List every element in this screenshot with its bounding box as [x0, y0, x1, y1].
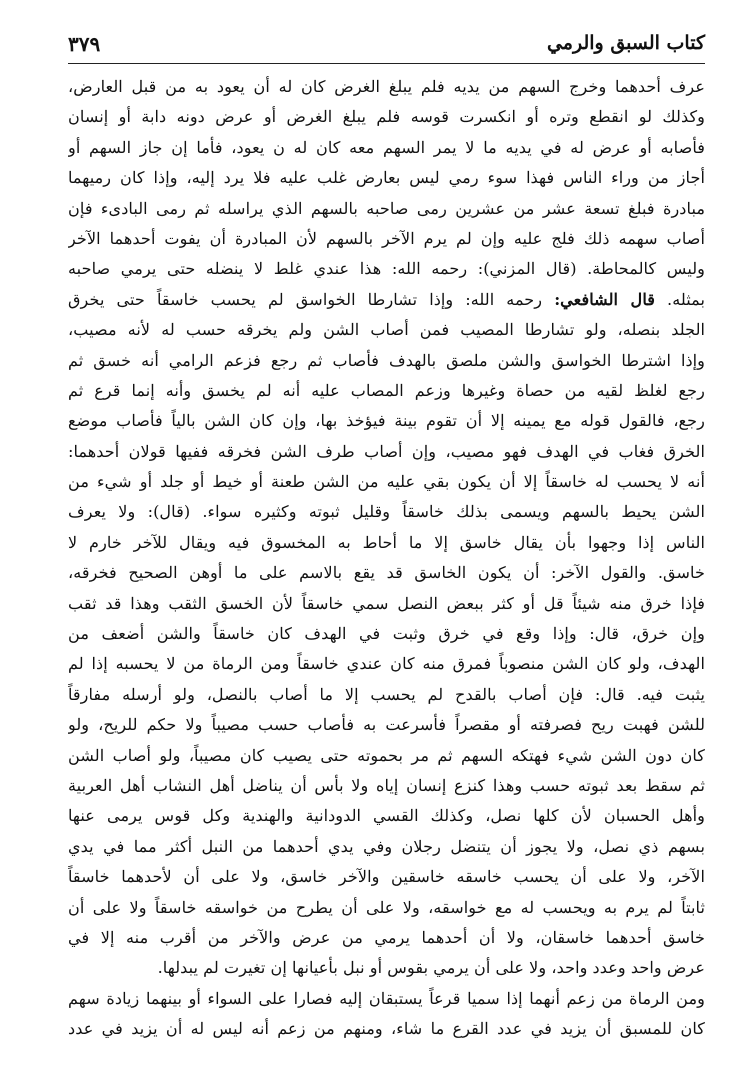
- text-line: الخرق فغاب في الهدف فهو مصيب، وإن أصاب طرف الشن فخرقه ففيها قولان أحدهما:: [68, 441, 705, 461]
- running-title: كتاب السبق والرمي: [546, 32, 705, 54]
- text-line: الناس إذا وجهوا بأن يقال خاسق إلا ما أحاط به المخسوق فيه ويقال للآخر خارم لا: [68, 532, 705, 552]
- text-line: خاسق. والقول الآخر: أن يكون الخاسق قد يقع بالاسم على ما أوهن الصحيح فخرقه،: [68, 563, 705, 583]
- text-line: رجع، فالقول قوله مع يمينه إلا أن تقوم بينة فيؤخذ بها، وإن كان الشن بالياً فأصاب موضع: [68, 411, 705, 431]
- page-number: ٣٧٩: [68, 32, 101, 56]
- text-line: يثبت فيه. قال: فإن أصاب بالقدح لم يحسب إلا ما أصاب بالنصل، ولو أرسله مفارقاً: [68, 684, 705, 704]
- text-line: أصاب سهمه ذلك فلج عليه وإن لم يرم الآخر بالسهم لأن المبادرة أن يفوت أحدهما الآخر: [68, 228, 705, 248]
- text-line: ثم سقط بعد ثبوته حسب وهذا كنزع إنسان إياه ولا بأس أن يناضل أهل النشاب أهل العربية: [68, 775, 705, 795]
- text-line: ومن الرماة من زعم أنهما إذا سميا قرعاً يستبقان إليه فصارا على السواء أو بينهما زيادة سهم: [68, 988, 705, 1008]
- text-line: وأهل الحسبان لأن كلها نصل، وكذلك القسي الدودانية والهندية وكل قوس يرمى عنها: [68, 806, 705, 826]
- text-line: أجاز من وراء الناس فهذا سوء رمي ليس بعارض غلب عليه فلا يرد إليه، وإذا كان رميهما: [68, 168, 705, 188]
- text-line-with-bold: بمثله. قال الشافعي: رحمه الله: وإذا تشارطا الخواسق لم يحسب خاسقاً حتى يخرق: [68, 289, 705, 309]
- text-line: وإذا اشترطا الخواسق والشن ملصق بالهدف فأصاب ثم رجع فزعم الرامي أنه خسق ثم: [68, 350, 705, 370]
- text-line: رجع لغلظ لقيه من حصاة وغيرها وزعم المصاب عليه أنه لم يخسق وأنه إنما قرع ثم: [68, 380, 705, 400]
- text-line: الشن يحيط بالسهم ويسمى بذلك خاسقاً وقليل ثبوته وكثيره سواء. (قال): ولا يعرف: [68, 502, 705, 522]
- text-line: عرف أحدهما وخرج السهم من يديه فلم يبلغ الغرض كان له أن يعود به من قبل العارض،: [68, 77, 705, 96]
- text-line: مبادرة فبلغ تسعة عشر من عشرين رمى صاحبه بالسهم الذي يراسله ثم رمى البادىء فإن: [68, 198, 705, 218]
- text-line: وليس كالمحاطة. (قال المزني): رحمه الله: هذا عندي غلط لا ينضله حتى يرمي صاحبه: [68, 259, 705, 279]
- text-line: وكذلك لو انقطع وتره أو انكسرت قوسه فلم يبلغ الغرض أو عرض دونه دابة أو إنسان: [68, 107, 705, 127]
- text-line: فإذا خرق منه شيئاً قل أو كثر ببعض النصل سمي خاسقاً لأن الخسق الثقب وهذا قد ثقب: [68, 593, 705, 613]
- text-line: ثابتاً لم يرم به ويحسب له مع خواسقه، ولا على أن يطرح من خواسقه خاسقاً ولا على أن: [68, 897, 705, 917]
- text-line: كان دون الشن شيء فهتكه السهم ثم مر بحموته حتى يصيب كان مصيباً، ولو أصاب الشن: [68, 745, 705, 765]
- text-line: للشن فهبت ريح فصرفته أو مقصراً فأسرعت به فأصاب حسب مصيباً ولا حكم للريح، ولو: [68, 715, 705, 735]
- text-line: خاسق أحدهما خاسقان، ولا أن أحدهما يرمي من عرض والآخر من أقرب منه إلا في: [68, 927, 705, 947]
- section-heading: قال الشافعي:: [554, 289, 655, 309]
- text-line: بسهم ذي نصل، ولا يجوز أن يتنضل رجلان وفي يدي أحدهما من النبل أكثر مما في يدي: [68, 836, 705, 856]
- text-line: عرض واحد وعدد واحد، ولا على أن يرمي بقوس أو نبل بأعيانها إن تغيرت لم يبدلها.: [157, 958, 705, 978]
- page-header: [68, 30, 705, 64]
- text-line: الجلد بنصله، ولو تشارطا المصيب فمن أصاب الشن ولم يخرقه حسب له لأنه مصيب،: [68, 320, 705, 340]
- text-line: كان للمسبق أن يزيد في عدد القرع ما شاء، ومنهم من زعم أنه ليس له أن يزيد في عدد: [68, 1019, 705, 1039]
- text-line: الآخر، ولا على أن يحسب خاسقه خاسقين والآخر خاسق، ولا على أن لأحدهما خاسقاً: [68, 867, 705, 887]
- text-line: وإن خرق، قال: وإذا وقع في خرق وثبت في الهدف كان خاسقاً والشن أضعف من: [68, 624, 705, 644]
- header-rule: [68, 63, 705, 64]
- text-line: الهدف، ولو كان الشن منصوباً فمرق منه كان عندي خاسقاً ومن الرماة من لا يحسبه إذا لم: [68, 654, 705, 674]
- text-line: فأصابه أو عرض له في يديه ما لا يمر السهم معه كان له ن يعود، فأما إن جاز السهم أو: [68, 137, 705, 157]
- body-text: [68, 72, 705, 1045]
- text-line: أنه لا يحسب له خاسقاً إلا أن يكون بقي عليه من الشن طعنة أو خيط أو جلد أو شيء من: [68, 472, 705, 492]
